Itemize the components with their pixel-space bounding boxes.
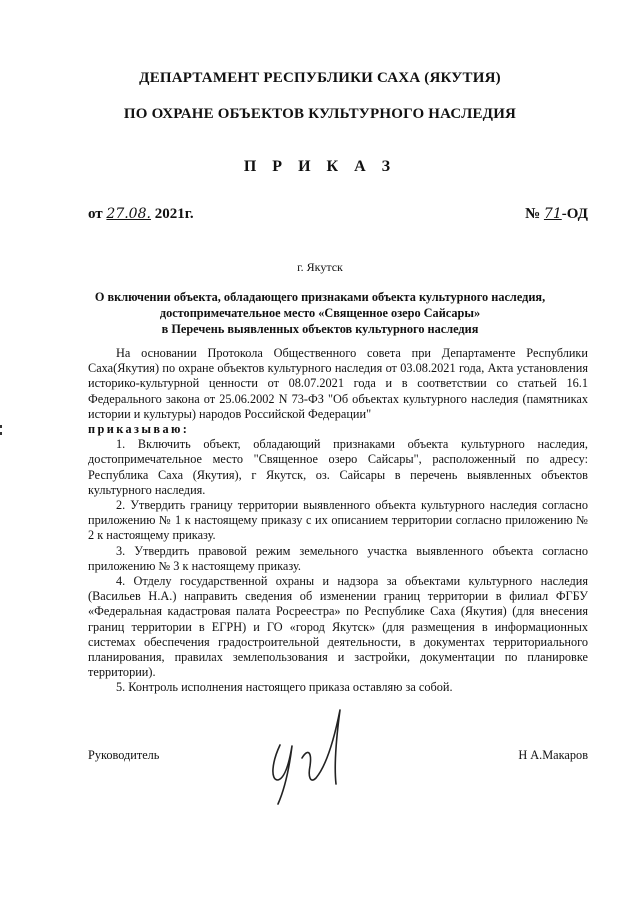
order-item-4: 4. Отделу государственной охраны и надзора за объектами культурного наследия (Васильев Н.А.) направить сведения об изменении границ территории в филиал ФГБУ «Федеральная кадастровая палата Росреестра» по Республике Саха (Якутия) (для внесения границ территории в ЕГРН) и ГО «город Якутск» (для размещения в информационных системах обеспечения градостроительной деятельности, в документах территориального планирования, правилах землепользования и застройки, документации по планировке территории). bbox=[88, 574, 588, 680]
date-handwritten: 27.08. bbox=[106, 206, 151, 222]
order-word: приказываю: bbox=[88, 422, 190, 437]
handwritten-signature bbox=[250, 700, 360, 810]
order-body bbox=[88, 346, 588, 696]
preamble-paragraph: На основании Протокола Общественного совета при Департаменте Республики Саха(Якутия) по охране объектов культурного наследия от 03.08.2021 года, Акта установления историко-культурной ценности от 08.07.2021 года и в соответствии со статьей 16.1 Федерального закона от 25.06.2002 N 73-ФЗ "Об объектах культурного наследия (памятниках истории и культуры) народов Российской Федерации" bbox=[88, 346, 588, 421]
order-item-3: 3. Утвердить правовой режим земельного участка выявленного объекта согласно приложению № 3 к настоящему приказу. bbox=[88, 543, 588, 573]
document-type-title: П Р И К А З bbox=[243, 158, 397, 175]
number-prefix: № bbox=[525, 206, 541, 222]
department-name-line1: ДЕПАРТАМЕНТ РЕСПУБЛИКИ САХА (ЯКУТИЯ) bbox=[139, 70, 501, 86]
order-item-2: 2. Утвердить границу территории выявленного объекта культурного наследия согласно приложению № 1 к настоящему приказу с их описанием территории согласно приложению № 2 к настоящему приказу. bbox=[88, 498, 588, 543]
order-item-5: 5. Контроль исполнения настоящего приказа оставляю за собой. bbox=[116, 680, 453, 695]
subject-line-3: в Перечень выявленных объектов культурного наследия bbox=[161, 322, 479, 336]
order-date bbox=[88, 206, 194, 223]
subject-line-1: О включении объекта, обладающего признаками объекта культурного наследия, bbox=[94, 290, 546, 304]
signatory-name: Н А.Макаров bbox=[518, 748, 588, 762]
number-suffix: -ОД bbox=[561, 206, 588, 222]
date-prefix: от bbox=[88, 206, 103, 222]
date-year: 2021г. bbox=[154, 206, 194, 222]
department-name-line2: ПО ОХРАНЕ ОБЪЕКТОВ КУЛЬТУРНОГО НАСЛЕДИЯ bbox=[123, 106, 517, 122]
signatory-position: Руководитель bbox=[88, 748, 160, 762]
order-item-1: 1. Включить объект, обладающий признаками объекта культурного наследия, достопримечательное место "Священное озеро Сайсары", расположенный по адресу: Республика Саха (Якутия), г Якутск, оз. Сайсары в перечень выявленных объектов культурного наследия. bbox=[88, 437, 588, 497]
number-handwritten: 71 bbox=[543, 206, 562, 222]
subject-line-2: достопримечательное место «Священное озеро Сайсары» bbox=[159, 306, 481, 320]
margin-mark bbox=[0, 425, 4, 437]
order-subject bbox=[60, 289, 580, 337]
order-number bbox=[525, 206, 588, 223]
city: г. Якутск bbox=[297, 260, 343, 274]
